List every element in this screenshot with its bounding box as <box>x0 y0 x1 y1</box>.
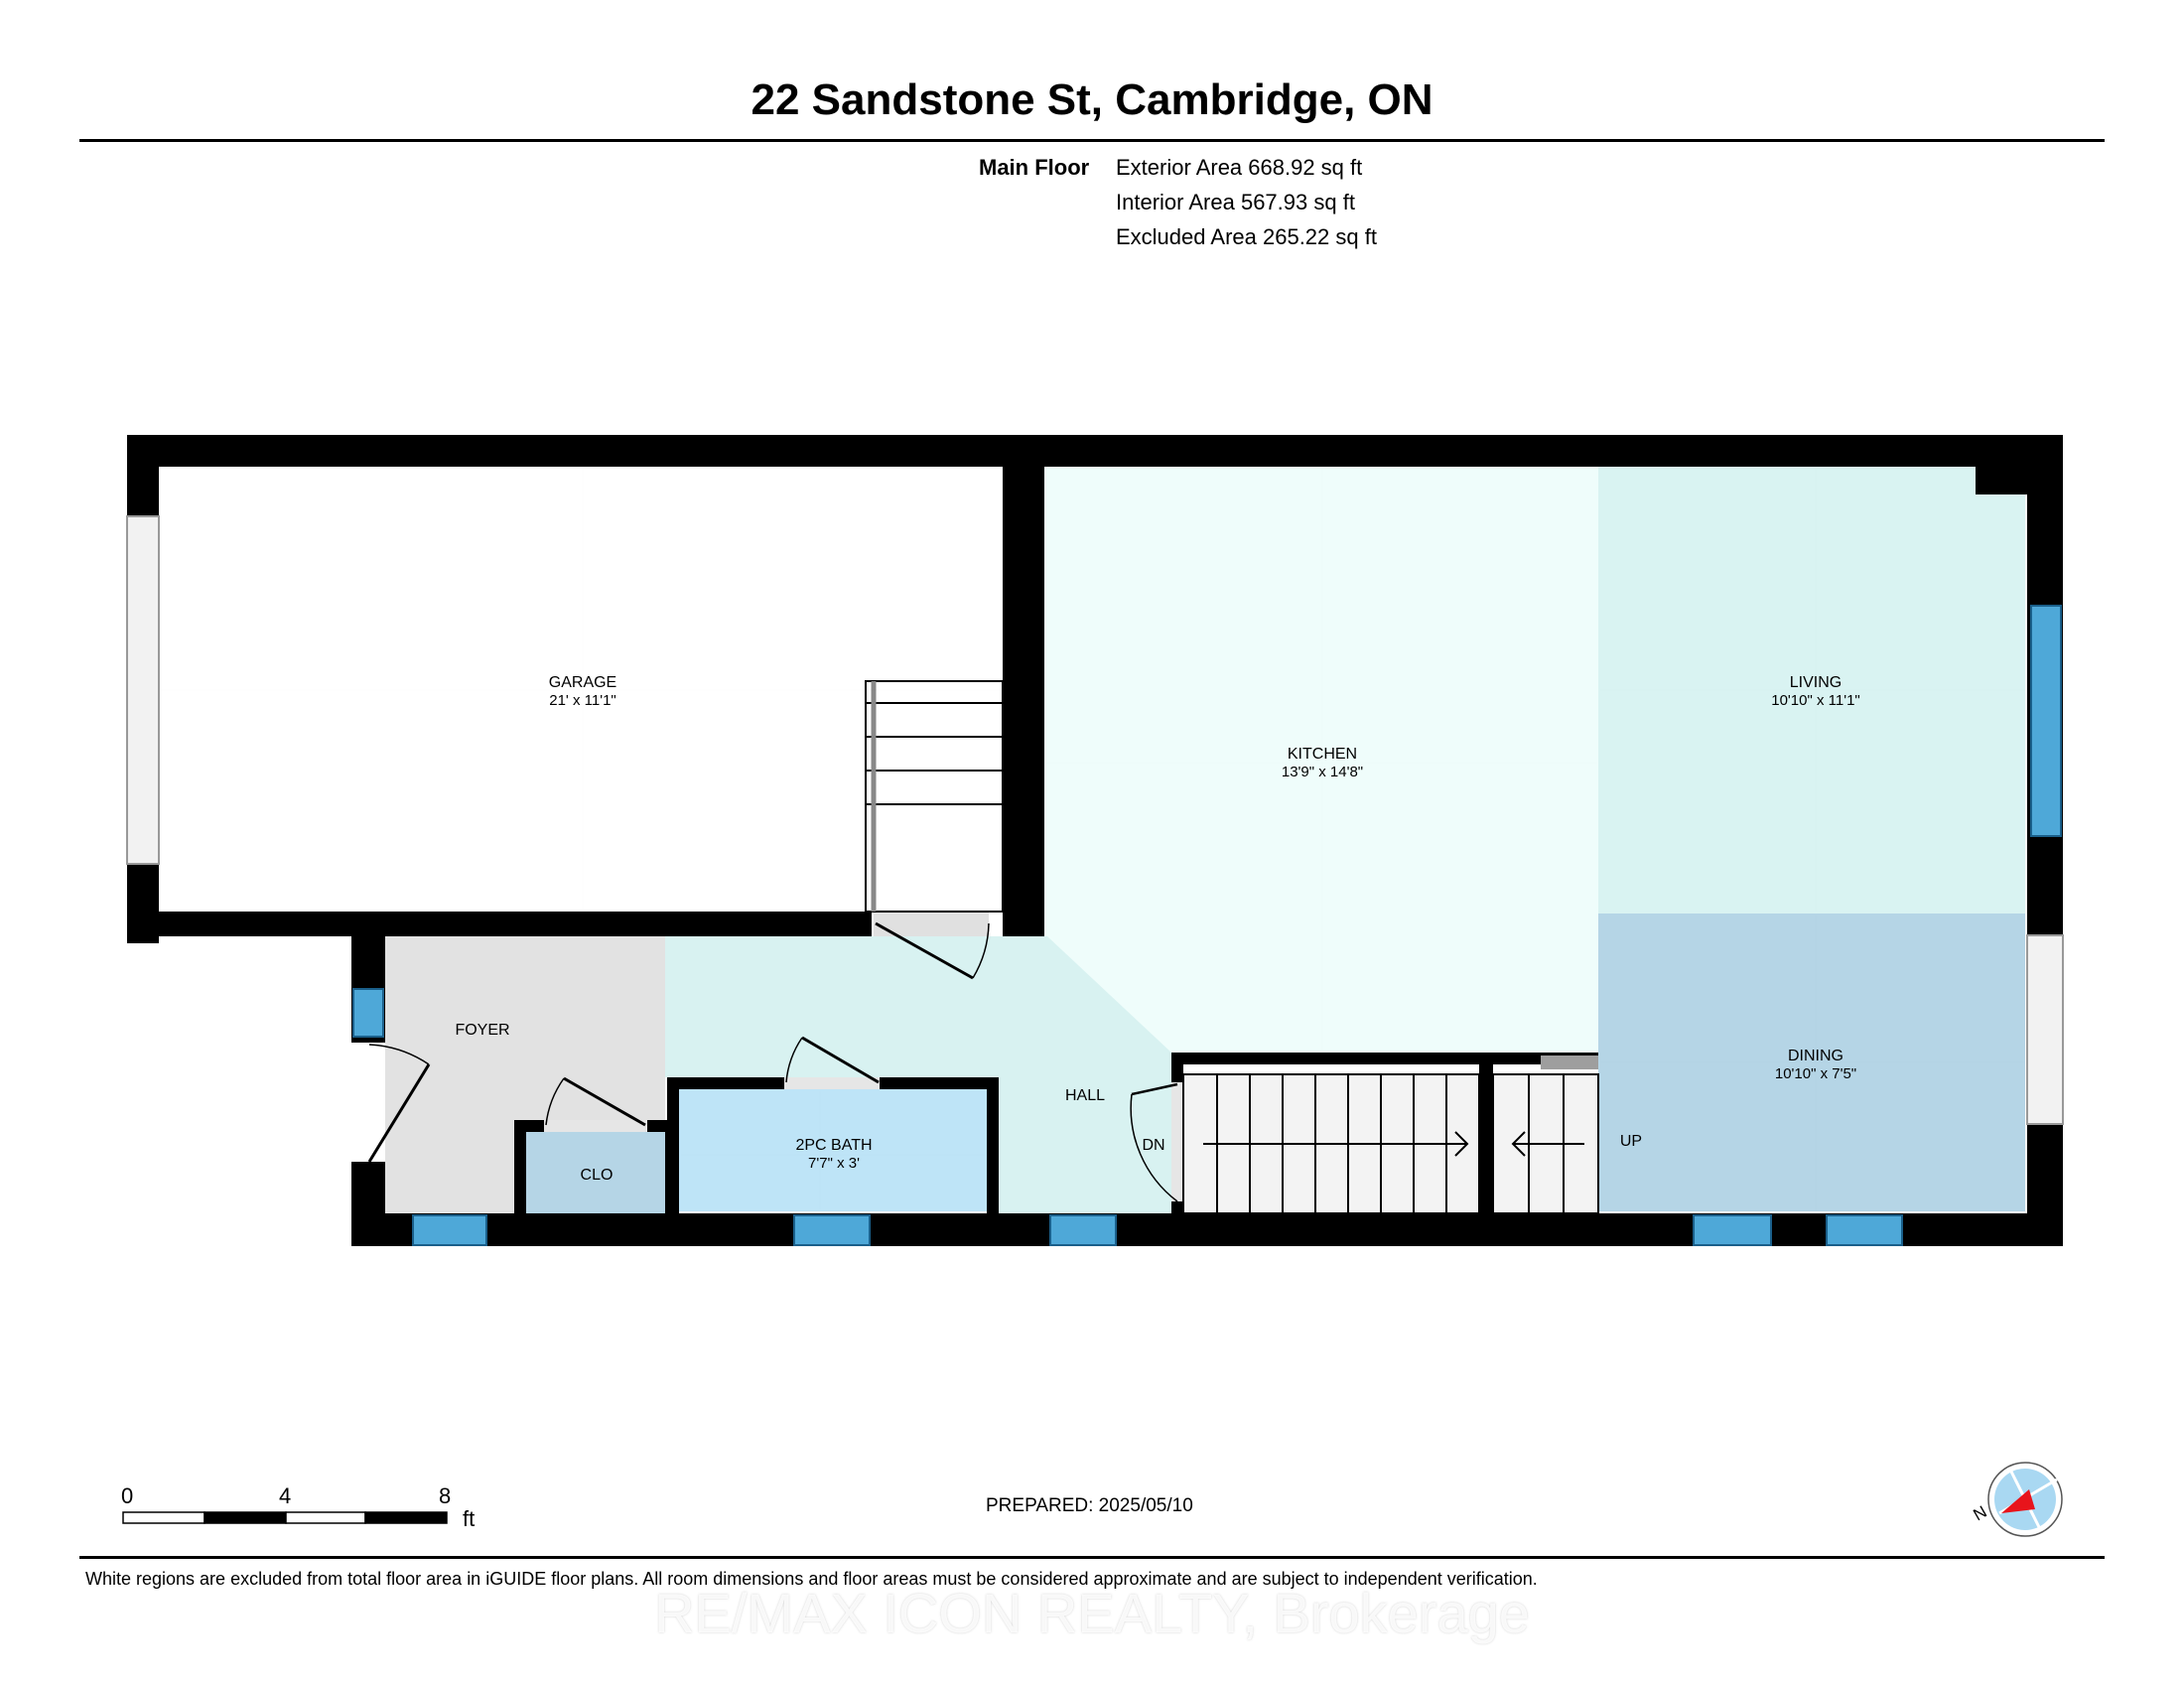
window-bottom-2 <box>794 1215 870 1245</box>
window-foyer-left <box>353 989 383 1037</box>
down-stairs-label: DN <box>1142 1137 1165 1154</box>
window-living-right <box>2031 606 2061 836</box>
garage-dims: 21' x 11'1" <box>549 692 616 709</box>
scale-bar <box>123 1512 447 1523</box>
scale-unit: ft <box>463 1506 476 1531</box>
page-title: 22 Sandstone St, Cambridge, ON <box>751 75 1433 124</box>
window-bottom-5 <box>1827 1215 1902 1245</box>
scale-tick-0: 0 <box>121 1483 134 1508</box>
scale-tick-8: 8 <box>439 1483 452 1508</box>
dining-dims: 10'10" x 7'5" <box>1774 1065 1857 1082</box>
floor-name: Main Floor <box>979 155 1090 180</box>
closet-label: CLO <box>580 1167 614 1184</box>
living-dims: 10'10" x 11'1" <box>1771 692 1860 709</box>
compass-icon <box>1988 1463 2062 1536</box>
garage-label: GARAGE <box>548 674 617 691</box>
wall-stair-top <box>1171 1053 1598 1064</box>
bath-door-opening <box>784 1077 880 1089</box>
kitchen-dims: 13'9" x 14'8" <box>1281 764 1364 780</box>
kitchen-label: KITCHEN <box>1287 746 1358 763</box>
prepared-date: PREPARED: 2025/05/10 <box>986 1495 1193 1516</box>
compass-north-label: N <box>1970 1501 1990 1525</box>
garage-stairs <box>866 681 1003 912</box>
up-stairs-label: UP <box>1619 1133 1643 1150</box>
window-dining-right <box>2027 935 2063 1124</box>
dining-label: DINING <box>1788 1048 1843 1064</box>
hall-label: HALL <box>1064 1087 1106 1104</box>
closet-door-opening <box>544 1120 647 1132</box>
up-stairs-landing <box>1541 1055 1598 1069</box>
wall-bath-right <box>987 1077 999 1216</box>
window-bottom-1 <box>413 1215 486 1245</box>
wall-garage-bottom <box>127 912 872 936</box>
footer-rule <box>79 1556 2105 1559</box>
window-bottom-4 <box>1694 1215 1771 1245</box>
wall-top <box>127 435 2063 467</box>
interior-area: Interior Area 567.93 sq ft <box>1116 190 1355 214</box>
scale-tick-4: 4 <box>279 1483 292 1508</box>
wall-closet-right <box>665 1120 677 1215</box>
window-bottom-3 <box>1050 1215 1116 1245</box>
wall-corner-notch <box>1976 435 2063 494</box>
wall-stair-divider <box>1479 1053 1493 1216</box>
bath-label: 2PC BATH <box>795 1137 873 1154</box>
disclaimer: White regions are excluded from total floor area in iGUIDE floor plans. All room dimensions and floor areas must be considered approximate and are subject to independent verification. <box>85 1569 1538 1589</box>
window-garage-left <box>127 516 159 864</box>
living-label: LIVING <box>1789 674 1843 691</box>
foyer-label: FOYER <box>455 1022 510 1039</box>
watermark: RE/MAX ICON REALTY, Brokerage <box>654 1582 1530 1644</box>
wall-garage-kitchen <box>1003 435 1044 936</box>
exterior-area: Exterior Area 668.92 sq ft <box>1116 155 1363 180</box>
wall-closet-left <box>514 1120 526 1215</box>
excluded-area: Excluded Area 265.22 sq ft <box>1116 224 1377 249</box>
wall-bottom <box>351 1213 2063 1246</box>
bath-dims: 7'7" x 3' <box>808 1155 860 1172</box>
stair-door-opening <box>1171 1082 1183 1201</box>
